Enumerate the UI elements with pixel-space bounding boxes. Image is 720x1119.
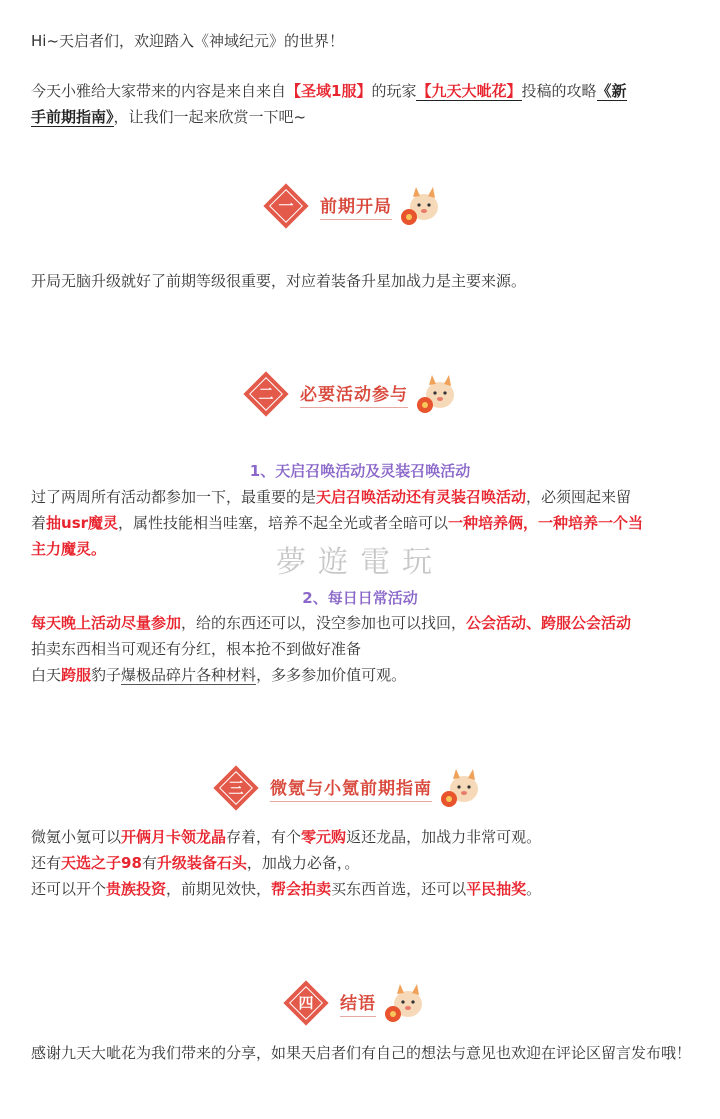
diamond-badge [284, 981, 328, 1025]
highlight: 抽usr魔灵 [46, 514, 119, 532]
highlight: 跨服 [61, 666, 92, 684]
subheading: 1、天启召唤活动及灵装召唤活动 [249, 462, 471, 480]
intro-text: 今天小雅给大家带来的内容是来自来自 [31, 82, 287, 100]
text: 豹子 [91, 666, 122, 684]
highlight: 平民抽奖 [466, 880, 527, 898]
text: 返还龙晶，加战力非常可观。 [346, 828, 542, 846]
text: ，加战力必备，。 [246, 854, 360, 872]
section-title: 结语 [340, 989, 376, 1017]
subheading: 2、每日日常活动 [302, 589, 418, 607]
cat-mascot-icon [398, 185, 444, 227]
cat-mascot-icon [414, 373, 460, 415]
section-heading-4 [284, 975, 428, 1031]
diamond-badge [244, 372, 288, 416]
text: 还可以开个 [31, 880, 107, 898]
cat-mascot-icon [382, 982, 428, 1024]
section-heading-2 [244, 366, 460, 422]
text: ，前期见效快， [166, 880, 272, 898]
guide-title: 《新 [596, 82, 627, 100]
greeting: Hi~天启者们，欢迎踏入《神域纪元》的世界！ [31, 32, 345, 50]
intro-text: 的玩家 [371, 82, 417, 100]
cat-mascot-icon [438, 767, 484, 809]
highlight: 升级装备石头 [156, 854, 247, 872]
highlight: 每天晚上活动尽量参加 [31, 614, 182, 632]
player-name: 【九天大呲花】 [416, 82, 522, 100]
section-title: 前期开局 [320, 192, 392, 220]
highlight: 一种培养俩，一种培养一个当 [448, 514, 644, 532]
text: 微氪小氪可以 [31, 828, 122, 846]
section-number: 四 [298, 994, 314, 1012]
highlight: 开俩月卡领龙晶 [121, 828, 227, 846]
highlight: 天启召唤活动还有灵装召唤活动 [316, 488, 527, 506]
diamond-badge [214, 766, 258, 810]
text: 拍卖东西相当可观还有分红，根本抢不到做好准备 [31, 640, 362, 658]
highlight: 帮会拍卖 [271, 880, 332, 898]
section-number: 一 [278, 197, 294, 215]
section-number: 二 [258, 385, 274, 403]
watermark: 夢遊電玩 [276, 545, 444, 580]
highlight: 天选之子98 [61, 854, 142, 872]
section-heading-1 [264, 178, 444, 234]
text: 还有 [31, 854, 62, 872]
text: 买东西首选，还可以 [331, 880, 467, 898]
section-title: 微氪与小氪前期指南 [270, 774, 432, 802]
text: 有 [141, 854, 157, 872]
section-4-text: 感谢九天大呲花为我们带来的分享，如果天启者们有自己的想法与意见也欢迎在评论区留言发布哦！ [31, 1044, 692, 1062]
intro-text: ，让我们一起来欣赏一下吧~ [113, 108, 307, 126]
text: ，给的东西还可以，没空参加也可以找回， [181, 614, 467, 632]
section-heading-3 [214, 760, 484, 816]
section-3-paragraph [31, 824, 691, 902]
section-2-paragraph-2 [31, 610, 691, 688]
diamond-badge [264, 184, 308, 228]
text: ，必须囤起来留 [526, 488, 632, 506]
guide-title: 手前期指南》 [31, 108, 114, 126]
server-name: 【圣域1服】 [286, 82, 372, 100]
highlight: 贵族投资 [106, 880, 167, 898]
underlined-text: 爆极品碎片各种材料 [121, 666, 257, 684]
text: ，属性技能相当哇塞，培养不起全光或者全暗可以 [118, 514, 449, 532]
text: 白天 [31, 666, 62, 684]
highlight: 零元购 [301, 828, 347, 846]
intro-paragraph [31, 78, 691, 130]
section-title: 必要活动参与 [300, 380, 408, 408]
section-1-text: 开局无脑升级就好了前期等级很重要，对应着装备升星加战力是主要来源。 [31, 272, 527, 290]
text: 存着，有个 [226, 828, 302, 846]
highlight: 主力魔灵。 [31, 540, 107, 558]
text: ，多多参加价值可观。 [256, 666, 407, 684]
text: 着 [31, 514, 47, 532]
section-number: 三 [228, 779, 244, 797]
intro-text: 投稿的攻略 [521, 82, 597, 100]
text: 。 [526, 880, 542, 898]
highlight: 公会活动、跨服公会活动 [466, 614, 632, 632]
text: 过了两周所有活动都参加一下，最重要的是 [31, 488, 317, 506]
